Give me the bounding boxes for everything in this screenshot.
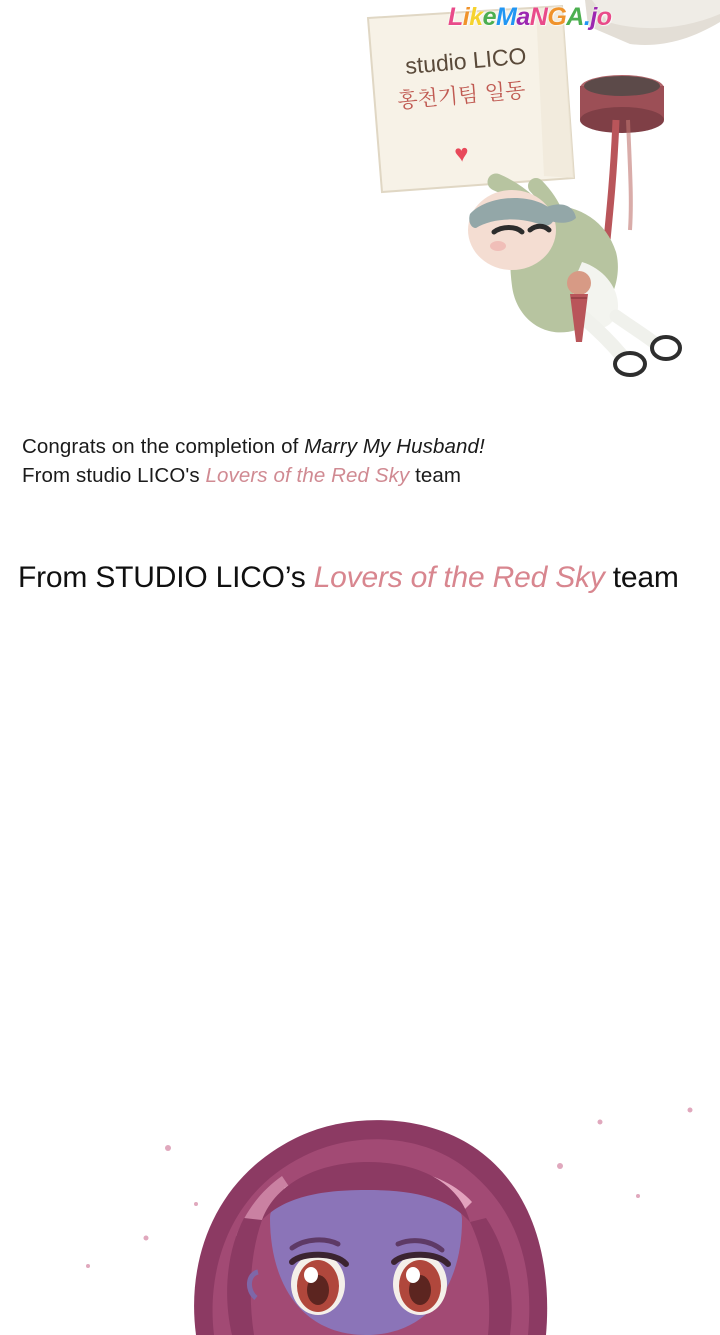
caption-large-prefix: From STUDIO LICO’s <box>18 561 314 594</box>
svg-text:홍천기팀 일동: 홍천기팀 일동 <box>396 77 527 113</box>
caption-small-line2-title: Lovers of the Red Sky <box>205 464 410 487</box>
caption-small-line2-prefix: From studio LICO's <box>22 464 206 487</box>
caption-small-line2-suffix: team <box>409 464 462 487</box>
caption-small-line-2 <box>22 461 702 490</box>
caption-large-title: Lovers of the Red Sky <box>313 561 605 594</box>
caption-small <box>22 432 702 490</box>
svg-text:studio LICO: studio LICO <box>404 42 528 79</box>
top-illustration <box>330 0 720 420</box>
likemanga-watermark: LikeMaNGA.jo <box>448 3 612 31</box>
caption-small-line-1 <box>22 432 702 461</box>
caption-small-line1-title: Marry My Husband! <box>304 435 485 458</box>
bottom-character-illustration <box>0 1070 720 1335</box>
caption-small-line1-prefix: Congrats on the completion of <box>22 435 305 458</box>
caption-large <box>18 556 718 600</box>
caption-large-suffix: team <box>604 561 679 594</box>
svg-text:♥: ♥ <box>453 140 470 168</box>
